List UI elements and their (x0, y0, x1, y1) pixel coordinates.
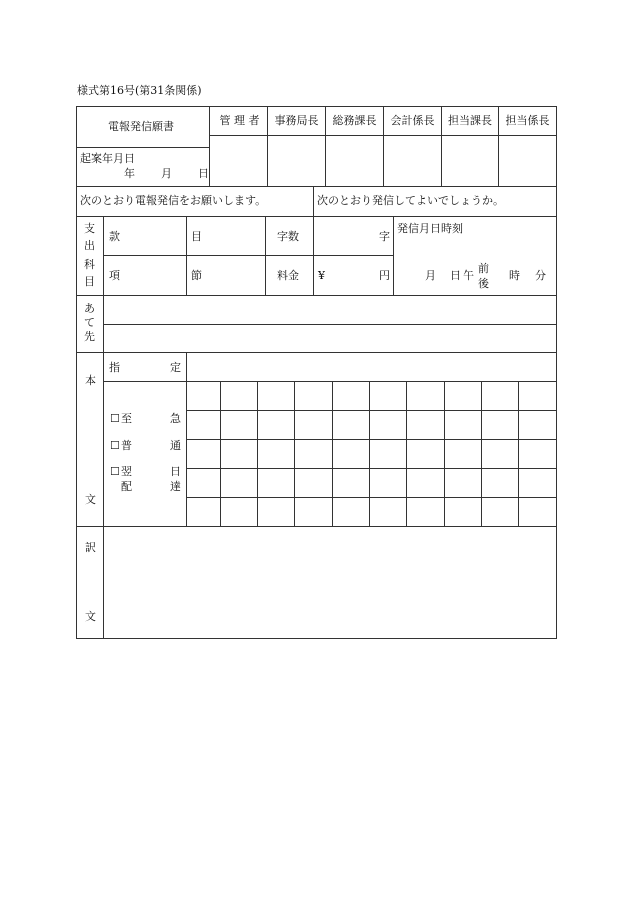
send-time-month: 月 (425, 269, 436, 282)
message-grid-cell[interactable] (482, 469, 518, 497)
message-grid-cell[interactable] (295, 440, 332, 468)
message-grid-cell[interactable] (370, 440, 406, 468)
message-grid-cell[interactable] (519, 498, 556, 526)
expense-label-char: 目 (84, 275, 95, 288)
message-grid-cell[interactable] (295, 411, 332, 439)
send-time-day: 日 (450, 269, 461, 282)
draft-date-label: 起案年月日 (80, 152, 135, 165)
approval-label-secretary-general: 事務局長 (274, 114, 319, 127)
message-grid-cell[interactable] (482, 440, 518, 468)
expense-kan-label: 款 (109, 230, 120, 243)
designation-label-a: 指 (109, 361, 120, 374)
send-time-am: 前 (478, 262, 489, 275)
body-label-top: 本 (85, 374, 96, 387)
translation-label-top: 訳 (85, 541, 96, 554)
message-grid-cell[interactable] (333, 498, 369, 526)
form-title: 電報発信願書 (108, 120, 174, 133)
message-grid-cell[interactable] (221, 411, 257, 439)
expense-kou-label: 項 (109, 269, 120, 282)
message-grid-cell[interactable] (187, 469, 220, 497)
expense-label-char: 支 (84, 222, 95, 235)
message-grid-cell[interactable] (519, 382, 556, 410)
message-grid-cell[interactable] (482, 382, 518, 410)
approval-seal-box[interactable] (384, 136, 440, 185)
message-grid-cell[interactable] (370, 411, 406, 439)
option-next-day-label-c: 配 (121, 480, 132, 493)
checkbox-icon[interactable]: ☐ (110, 439, 120, 452)
expense-label-char: 出 (84, 239, 95, 252)
expense-kan-field[interactable] (122, 218, 184, 254)
draft-date-field[interactable] (77, 148, 208, 185)
fee-field[interactable] (328, 257, 378, 294)
message-grid-cell[interactable] (221, 382, 257, 410)
approval-seal-box[interactable] (442, 136, 497, 185)
form-number: 様式第16号(第31条関係) (77, 84, 202, 97)
approval-seal-box[interactable] (210, 136, 266, 185)
checkbox-icon[interactable]: ☐ (110, 465, 120, 478)
designation-label-b: 定 (170, 361, 181, 374)
option-next-day-label-d: 達 (170, 480, 181, 493)
message-grid-cell[interactable] (187, 440, 220, 468)
fee-label: 料金 (277, 269, 299, 282)
message-grid-cell[interactable] (258, 498, 294, 526)
destination-line-1[interactable] (105, 297, 555, 323)
approval-label-manager: 管 理 者 (219, 114, 260, 127)
message-grid-cell[interactable] (407, 382, 444, 410)
option-normal-label-a: 普 (121, 439, 132, 452)
expense-setsu-label: 節 (191, 269, 202, 282)
approval-label-section-chief: 担当課長 (448, 114, 492, 127)
message-grid-cell[interactable] (370, 382, 406, 410)
message-grid-cell[interactable] (258, 469, 294, 497)
message-grid-cell[interactable] (407, 411, 444, 439)
body-label-bottom: 文 (85, 493, 96, 506)
char-unit: 字 (379, 230, 390, 243)
message-grid-cell[interactable] (370, 498, 406, 526)
message-grid-cell[interactable] (221, 498, 257, 526)
message-grid-cell[interactable] (295, 469, 332, 497)
message-grid-cell[interactable] (187, 498, 220, 526)
send-time-minute: 分 (535, 269, 546, 282)
expense-setsu-field[interactable] (204, 257, 263, 294)
message-grid-cell[interactable] (221, 469, 257, 497)
approval-seal-box[interactable] (326, 136, 382, 185)
message-grid-cell[interactable] (407, 440, 444, 468)
approval-label-general-affairs: 総務課長 (332, 114, 377, 127)
message-grid-cell[interactable] (445, 382, 481, 410)
designation-field[interactable] (188, 354, 555, 380)
expense-label-char: 科 (84, 258, 95, 271)
yen-unit: 円 (379, 269, 390, 282)
send-time-field[interactable] (395, 240, 555, 294)
message-grid-cell[interactable] (445, 469, 481, 497)
message-grid-cell[interactable] (258, 411, 294, 439)
send-time-pm: 後 (478, 277, 489, 290)
message-grid-cell[interactable] (333, 440, 369, 468)
draft-date-month: 月 (161, 167, 172, 180)
message-grid-cell[interactable] (370, 469, 406, 497)
message-grid-cell[interactable] (333, 469, 369, 497)
option-next-day-label-b: 日 (170, 465, 181, 478)
message-grid-cell[interactable] (221, 440, 257, 468)
translation-field[interactable] (105, 528, 555, 637)
option-next-day-label-a: 翌 (121, 465, 132, 478)
message-grid-cell[interactable] (519, 440, 556, 468)
expense-moku-label: 目 (191, 230, 202, 243)
destination-label-char: 先 (84, 330, 95, 343)
message-grid-cell[interactable] (295, 382, 332, 410)
message-grid-cell[interactable] (295, 498, 332, 526)
expense-moku-field[interactable] (204, 218, 263, 254)
draft-date-day: 日 (198, 167, 209, 180)
message-grid-cell[interactable] (519, 411, 556, 439)
send-time-label: 発信月日時刻 (397, 222, 463, 235)
translation-label-bottom: 文 (85, 610, 96, 623)
draft-date-year: 年 (124, 167, 135, 180)
approval-seal-box[interactable] (268, 136, 324, 185)
destination-label-char: て (84, 316, 95, 329)
request-text: 次のとおり電報発信をお願いします。 (80, 194, 267, 207)
char-count-field[interactable] (315, 218, 377, 254)
destination-line-2[interactable] (105, 326, 555, 351)
message-grid-cell[interactable] (333, 411, 369, 439)
message-grid-cell[interactable] (445, 498, 481, 526)
option-normal-label-b: 通 (170, 439, 181, 452)
message-grid-cell[interactable] (445, 440, 481, 468)
message-grid-cell[interactable] (258, 382, 294, 410)
message-grid-cell[interactable] (258, 440, 294, 468)
send-time-gogo: 午 (463, 269, 474, 282)
option-urgent-label-b: 急 (170, 412, 181, 425)
destination-label-char: あ (84, 302, 95, 315)
yen-symbol: ¥ (318, 269, 325, 282)
message-grid-cell[interactable] (187, 411, 220, 439)
message-grid-cell[interactable] (187, 382, 220, 410)
approval-label-accounting: 会計係長 (390, 114, 435, 127)
message-grid-cell[interactable] (482, 411, 518, 439)
message-grid-cell[interactable] (333, 382, 369, 410)
message-grid-cell[interactable] (407, 469, 444, 497)
message-grid-cell[interactable] (519, 469, 556, 497)
approval-seal-box[interactable] (499, 136, 555, 185)
approval-label-subsection-chief: 担当係長 (505, 114, 550, 127)
expense-kou-field[interactable] (122, 257, 184, 294)
confirm-text: 次のとおり発信してよいでしょうか。 (317, 194, 504, 207)
message-grid-cell[interactable] (482, 498, 518, 526)
send-time-hour: 時 (509, 269, 520, 282)
message-grid-cell[interactable] (445, 411, 481, 439)
message-grid-cell[interactable] (407, 498, 444, 526)
checkbox-icon[interactable]: ☐ (110, 412, 120, 425)
option-urgent-label-a: 至 (121, 412, 132, 425)
char-count-label: 字数 (277, 230, 299, 243)
